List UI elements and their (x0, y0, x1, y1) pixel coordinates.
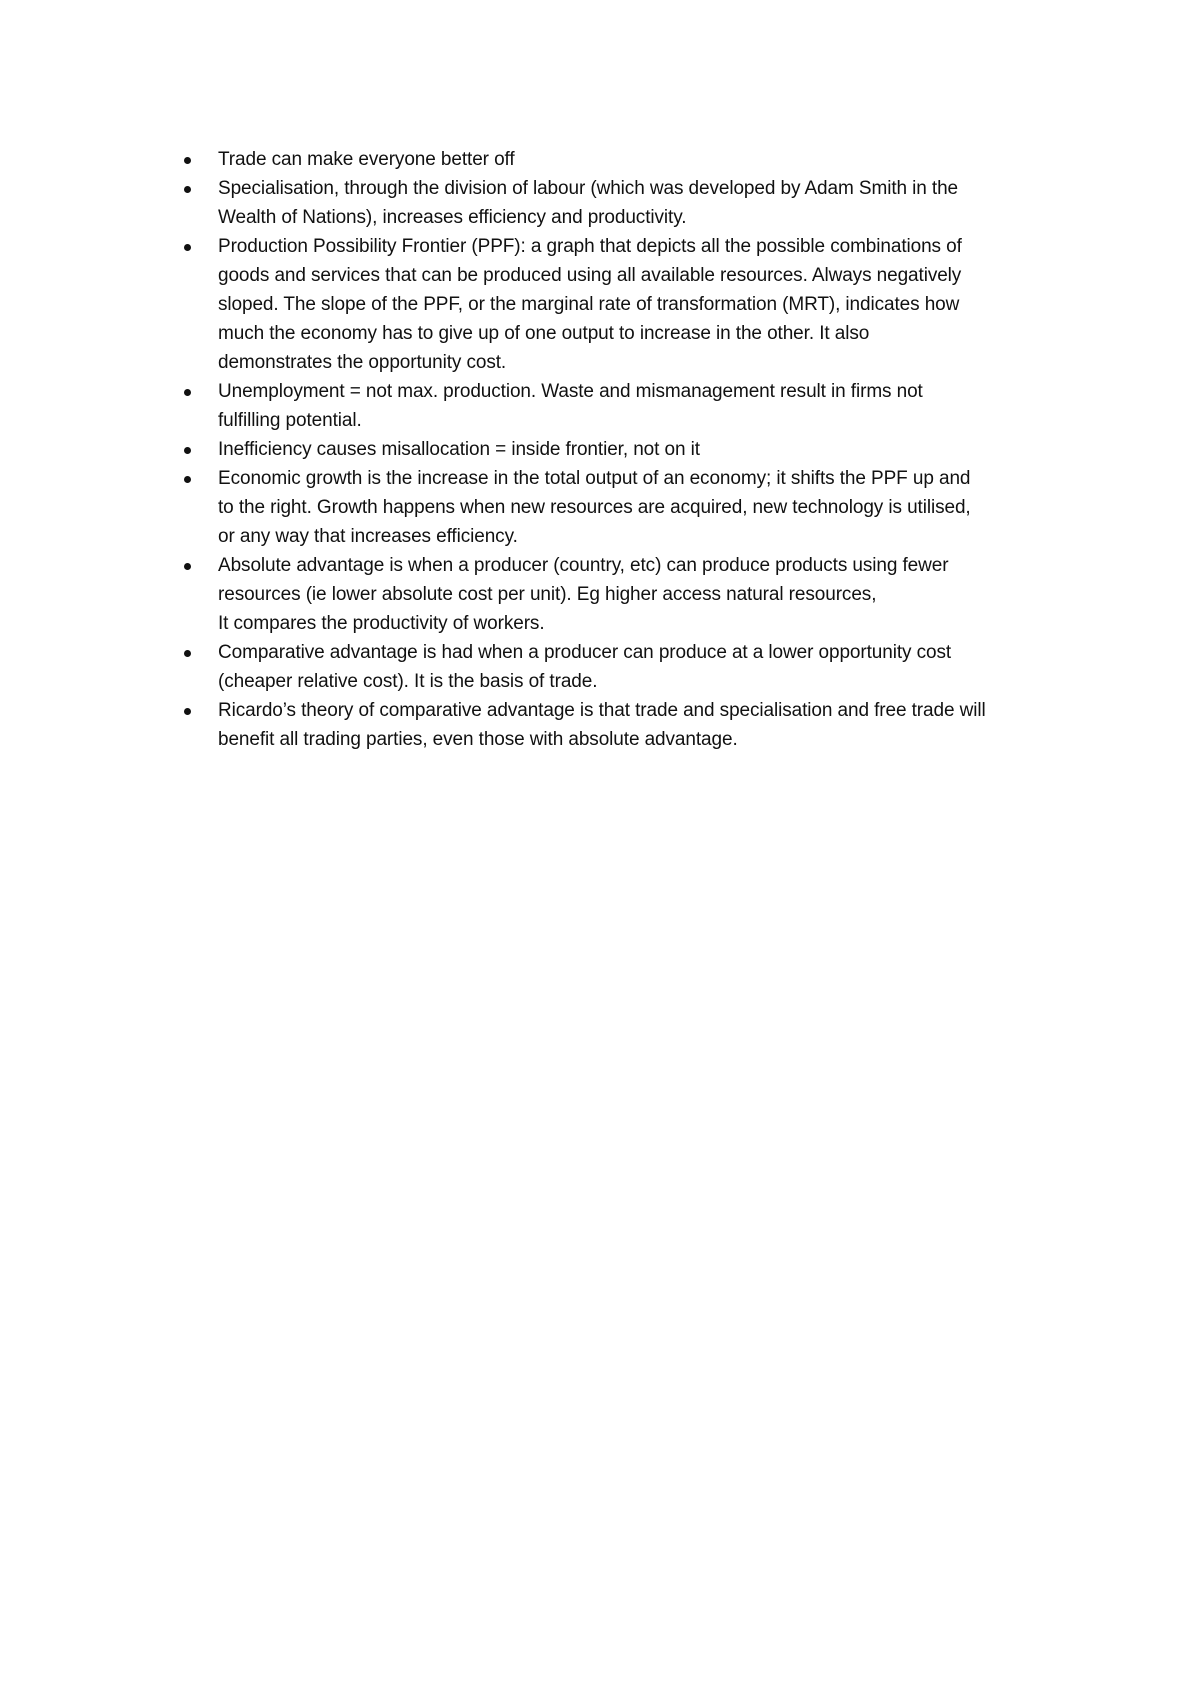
list-item (184, 435, 1064, 464)
list-item-text: or any way that increases efficiency. (218, 526, 518, 547)
list-item (184, 638, 1064, 696)
list-item-text: Inefficiency causes misallocation = inside frontier, not on it (218, 439, 700, 460)
bullet-icon (184, 157, 191, 164)
bullet-icon (184, 708, 191, 715)
bullet-icon (184, 447, 191, 454)
list-item (184, 377, 1064, 435)
bullet-icon (184, 650, 191, 657)
list-item (184, 696, 1064, 754)
bullet-list (184, 145, 1064, 754)
list-item-text: sloped. The slope of the PPF, or the marginal rate of transformation (MRT), indicates how (218, 294, 960, 315)
list-item-text: much the economy has to give up of one output to increase in the other. It also (218, 323, 870, 344)
list-item-text: Ricardo’s theory of comparative advantage is that trade and specialisation and free trade will (218, 700, 986, 721)
bullet-icon (184, 476, 191, 483)
list-item-text: resources (ie lower absolute cost per unit). Eg higher access natural resources, (218, 584, 877, 605)
list-item (184, 551, 1064, 638)
list-item-text: Comparative advantage is had when a producer can produce at a lower opportunity cost (218, 642, 952, 663)
list-item-text: fulfilling potential. (218, 410, 362, 431)
bullet-icon (184, 244, 191, 251)
list-item-text: benefit all trading parties, even those with absolute advantage. (218, 729, 738, 750)
list-item-text: goods and services that can be produced using all available resources. Always negatively (218, 265, 962, 286)
list-item (184, 464, 1064, 551)
list-item (184, 174, 1064, 232)
bullet-icon (184, 186, 191, 193)
bullet-icon (184, 389, 191, 396)
list-item-text: Trade can make everyone better off (218, 149, 515, 170)
list-item-text: demonstrates the opportunity cost. (218, 352, 507, 373)
list-item-text: Unemployment = not max. production. Waste and mismanagement result in firms not (218, 381, 923, 402)
bullet-icon (184, 563, 191, 570)
list-item-text: Absolute advantage is when a producer (country, etc) can produce products using fewer (218, 555, 949, 576)
list-item-text: Wealth of Nations), increases efficiency and productivity. (218, 207, 687, 228)
list-item (184, 232, 1064, 377)
list-item (184, 145, 1064, 174)
list-item-text: Production Possibility Frontier (PPF): a graph that depicts all the possible combinations of (218, 236, 962, 257)
list-item-text: Specialisation, through the division of labour (which was developed by Adam Smith in the (218, 178, 959, 199)
list-item-text: to the right. Growth happens when new resources are acquired, new technology is utilised, (218, 497, 971, 518)
list-item-text: It compares the productivity of workers. (218, 613, 545, 634)
list-item-text: (cheaper relative cost). It is the basis of trade. (218, 671, 598, 692)
list-item-text: Economic growth is the increase in the total output of an economy; it shifts the PPF up and (218, 468, 971, 489)
